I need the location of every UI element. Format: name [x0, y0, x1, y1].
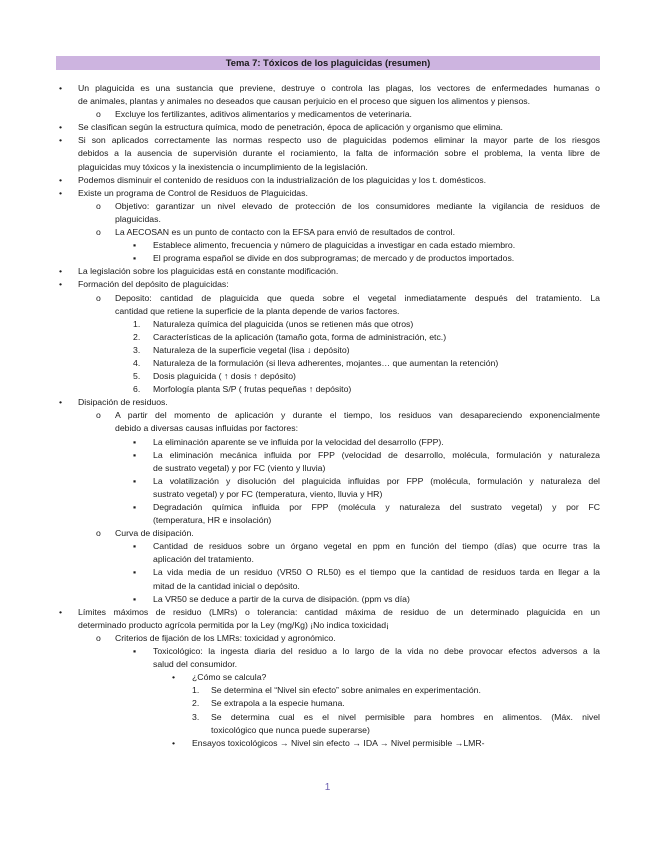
text-line [0, 344, 655, 357]
line-text: plaguicidas. [115, 213, 161, 224]
list-marker: o [96, 410, 101, 421]
document-title: Tema 7: Tóxicos de los plaguicidas (resumen) [56, 56, 600, 70]
text-line [0, 501, 655, 514]
list-marker: 1. [192, 685, 200, 696]
list-marker: • [59, 135, 63, 146]
text-line [0, 187, 655, 200]
list-marker: 1. [133, 318, 141, 329]
line-text: debidos a la ausencia de supervisión durante el rociamiento, la falta de información sobre el problema, la venta libre de [78, 148, 600, 159]
line-text: Se extrapola a la especie humana. [211, 698, 345, 709]
line-text: Ensayos toxicológicos → Nivel sin efecto → IDA → Nivel permisible →LMR- [192, 737, 485, 748]
list-marker: 3. [192, 711, 200, 722]
text-line [0, 82, 655, 95]
line-text: Si son aplicados correctamente las normas respecto uso de plaguicidas podemos eliminar la mayor parte de los riesgos [78, 135, 600, 146]
text-line [0, 331, 655, 344]
line-text: Naturaleza de la superficie vegetal (lisa ↓ depósito) [153, 344, 350, 355]
text-line [0, 134, 655, 147]
line-text: Formación del depósito de plaguicidas: [78, 279, 229, 290]
line-text: Límites máximos de residuo (LMRs) o tolerancia: cantidad máxima de residuo de un determinado plaguicida en un [78, 606, 600, 617]
line-text: La vida media de un residuo (VR50 O RL50) es el tiempo que la cantidad de residuos tarda en llegar a la [153, 567, 600, 578]
line-text: Criterios de fijación de los LMRs: toxicidad y agronómico. [115, 632, 336, 643]
text-line [0, 383, 655, 396]
list-marker: ▪ [133, 436, 137, 447]
line-text: La eliminación mecánica influida por FPP (velocidad de desarrollo, molécula, formulación y naturaleza [153, 449, 600, 460]
line-text: salud del consumidor. [153, 659, 238, 670]
text-line [0, 409, 655, 422]
list-marker: o [96, 292, 101, 303]
list-marker: 2. [133, 331, 141, 342]
text-line [0, 213, 655, 226]
line-text: de sustrato vegetal) y por FC (viento y lluvia) [153, 462, 326, 473]
line-text: Degradación química influida por FPP (molécula y naturaleza del sustrato vegetal) y por FC [153, 502, 600, 512]
line-text: mitad de la cantidad inicial o depósito. [153, 580, 300, 591]
text-line [0, 580, 655, 593]
line-text: Naturaleza química del plaguicida (unos se retienen más que otros) [153, 318, 414, 329]
line-text: Disipación de residuos. [78, 397, 168, 408]
text-line [0, 95, 655, 108]
line-text: Se determina el “Nivel sin efecto” sobre animales en experimentación. [211, 685, 481, 696]
line-text: determinado producto agrícola permitida por la Ley (mg/Kg) ¡No indica toxicidad¡ [78, 619, 389, 630]
list-marker: ▪ [133, 541, 137, 552]
list-marker: • [59, 174, 63, 185]
text-line [0, 357, 655, 370]
list-marker: • [59, 606, 63, 617]
text-line [0, 174, 655, 187]
text-line [0, 553, 655, 566]
text-line [0, 108, 655, 121]
document-body [0, 82, 655, 750]
text-line [0, 527, 655, 540]
list-marker: ▪ [133, 253, 137, 264]
line-text: sustrato vegetal) y por FC (temperatura, viento, lluvia y HR) [153, 488, 383, 499]
text-line [0, 396, 655, 409]
text-line [0, 422, 655, 435]
line-text: Un plaguicida es una sustancia que previene, destruye o controla las plagas, los vectores de enfermedades humanas o [78, 83, 600, 93]
text-line [0, 318, 655, 331]
line-text: (temperatura, HR e insolación) [153, 515, 272, 526]
list-marker: 6. [133, 384, 141, 395]
line-text: plaguicidas muy tóxicos y la inexistencia o incumplimiento de la legislación. [78, 161, 368, 172]
text-line [0, 252, 655, 265]
list-marker: ▪ [133, 646, 137, 657]
text-line [0, 265, 655, 278]
line-text: Deposito: cantidad de plaguicida que queda sobre el vegetal inmediatamente después del tratamiento. La [115, 292, 600, 303]
text-line [0, 566, 655, 579]
line-text: La volatilización y disolución del plaguicida influidas por FPP (molécula, formulación y naturaleza del [153, 475, 600, 486]
line-text: ¿Cómo se calcula? [192, 672, 267, 683]
text-line [0, 632, 655, 645]
list-marker: 5. [133, 371, 141, 382]
text-line [0, 606, 655, 619]
line-text: cantidad que retiene la superficie de la planta depende de varios factores. [115, 305, 400, 316]
text-line [0, 200, 655, 213]
text-line [0, 462, 655, 475]
line-text: Curva de disipación. [115, 528, 194, 539]
list-marker: • [59, 187, 63, 198]
line-text: toxicológico que nunca puede superarse) [211, 724, 370, 735]
text-line [0, 697, 655, 710]
line-text: Características de la aplicación (tamaño gota, forma de administración, etc.) [153, 331, 447, 342]
list-marker: ▪ [133, 475, 137, 486]
page-number: 1 [324, 782, 331, 793]
list-marker: o [96, 200, 101, 211]
line-text: Toxicológico: la ingesta diaria del residuo a lo largo de la vida no debe provocar efectos adversos a la [153, 646, 600, 657]
list-marker: • [59, 266, 63, 277]
line-text: aplicación del tratamiento. [153, 554, 254, 565]
text-line [0, 645, 655, 658]
text-line [0, 671, 655, 684]
line-text: Podemos disminuir el contenido de residuos con la industrialización de los plaguicidas y los t. domésticos. [78, 174, 487, 185]
list-marker: • [172, 672, 176, 683]
list-marker: o [96, 632, 101, 643]
text-line [0, 278, 655, 291]
text-line [0, 436, 655, 449]
line-text: de animales, plantas y animales no deseados que causan perjuicio en el proceso que siguen los alimentos y piensos. [78, 96, 531, 107]
text-line [0, 593, 655, 606]
line-text: A partir del momento de aplicación y durante el tiempo, los residuos van desapareciendo exponencialmente [115, 410, 600, 421]
text-line [0, 724, 655, 737]
line-text: Existe un programa de Control de Residuos de Plaguicidas. [78, 187, 308, 198]
text-line [0, 711, 655, 724]
list-marker: ▪ [133, 567, 137, 578]
line-text: Cantidad de residuos sobre un órgano vegetal en ppm en función del tiempo (días) que ocurre tras la [153, 541, 600, 552]
line-text: Se determina cual es el nivel permisible para hombres en alimentos. (Máx. nivel [211, 711, 600, 722]
text-line [0, 305, 655, 318]
line-text: Se clasifican según la estructura química, modo de penetración, época de aplicación y organismo que elimina. [78, 122, 503, 133]
list-marker: o [96, 528, 101, 539]
line-text: La eliminación aparente se ve influida por la velocidad del desarrollo (FPP). [153, 436, 444, 447]
text-line [0, 147, 655, 160]
line-text: Dosis plaguicida ( ↑ dosis ↑ depósito) [153, 371, 296, 382]
list-marker: • [59, 279, 63, 290]
line-text: Naturaleza de la formulación (si lleva adherentes, mojantes… que aumentan la retención) [153, 357, 499, 368]
text-line [0, 475, 655, 488]
list-marker: ▪ [133, 593, 137, 604]
list-marker: • [59, 122, 63, 133]
list-marker: 3. [133, 344, 141, 355]
text-line [0, 540, 655, 553]
list-marker: ▪ [133, 449, 137, 460]
list-marker: 4. [133, 357, 141, 368]
text-line [0, 239, 655, 252]
text-line [0, 619, 655, 632]
text-line [0, 449, 655, 462]
list-marker: o [96, 109, 101, 120]
text-line [0, 488, 655, 501]
text-line [0, 121, 655, 134]
text-line [0, 737, 655, 750]
list-marker: • [59, 397, 63, 408]
list-marker: • [59, 83, 63, 93]
list-marker: 2. [192, 698, 200, 709]
line-text: La legislación sobre los plaguicidas está en constante modificación. [78, 266, 339, 277]
text-line [0, 658, 655, 671]
text-line [0, 370, 655, 383]
list-marker: • [172, 737, 176, 748]
line-text: La VR50 se deduce a partir de la curva de disipación. (ppm vs día) [153, 593, 410, 604]
line-text: Morfología planta S/P ( frutas pequeñas ↑ depósito) [153, 384, 352, 395]
list-marker: o [96, 227, 101, 238]
line-text: Establece alimento, frecuencia y número de plaguicidas a investigar en cada estado miembro. [153, 240, 516, 251]
text-line [0, 514, 655, 527]
line-text: La AECOSAN es un punto de contacto con la EFSA para envió de resultados de control. [115, 227, 455, 238]
list-marker: ▪ [133, 502, 137, 512]
line-text: Excluye los fertilizantes, aditivos alimentarios y medicamentos de veterinaria. [115, 109, 412, 120]
text-line [0, 226, 655, 239]
text-line [0, 684, 655, 697]
list-marker: ▪ [133, 240, 137, 251]
line-text: Objetivo: garantizar un nivel elevado de protección de los consumidores mediante la vigilancia de residuos de [115, 200, 600, 211]
text-line [0, 292, 655, 305]
text-line [0, 161, 655, 174]
line-text: debido a diversas causas influidas por factores: [115, 423, 299, 434]
line-text: El programa español se divide en dos subprogramas; de mercado y de productos importados. [153, 253, 515, 264]
